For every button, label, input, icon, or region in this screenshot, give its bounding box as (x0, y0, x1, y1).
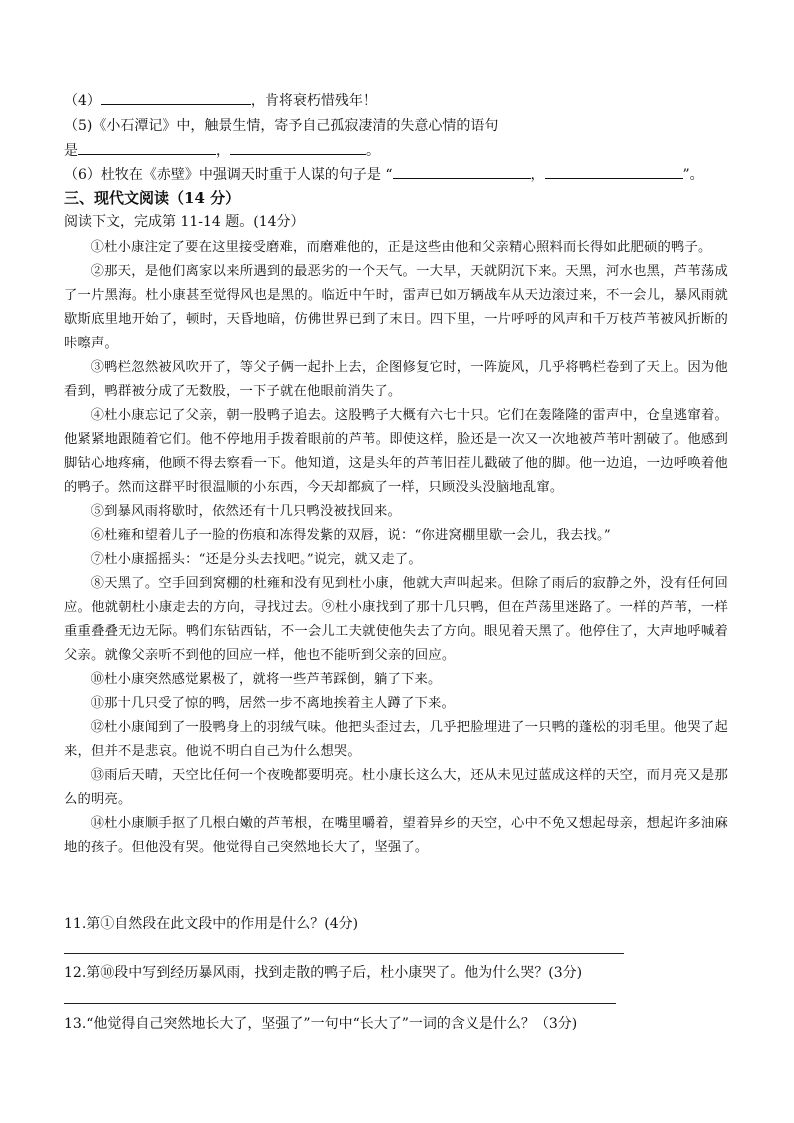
paragraph: ①杜小康注定了要在这里接受磨难，而磨难他的，正是这些由他和父亲精心照料而长得如此肥硕的鸭子。 (90, 240, 712, 255)
question-11: 11.第①自然段在此文段中的作用是什么？(4分) (64, 916, 359, 932)
paragraph: ⑩杜小康突然感觉累极了，就将一些芦苇踩倒，躺了下来。 (90, 672, 442, 687)
fill-in-item-5-line-1 (64, 116, 498, 136)
item-4-prefix: （4） (64, 93, 101, 109)
reading-passage (64, 236, 728, 860)
section-heading: 三、现代文阅读（14 分） (64, 189, 241, 207)
answer-blank[interactable] (230, 140, 366, 155)
answer-line[interactable] (64, 953, 624, 954)
paragraph: ③鸭栏忽然被风吹开了，等父子俩一起扑上去，企图修复它时，一阵旋风，几乎将鸭栏卷到了天上。因为他看到，鸭群被分成了无数股，一下子就在他眼前消失了。 (64, 360, 728, 399)
item-4-suffix: ，肯将衰朽惜残年！ (250, 93, 377, 109)
item-6-sep: ， (530, 167, 545, 183)
item-6-prefix: （6）杜牧在《赤壁》中强调天时重于人谋的句子是 “ (64, 167, 393, 183)
answer-blank[interactable] (101, 90, 251, 105)
paragraph: ⑤到暴风雨将歇时，依然还有十几只鸭没被找回来。 (90, 504, 402, 519)
paragraph: ②那天，是他们离家以来所遇到的最恶劣的一个天气。一大早，天就阴沉下来。天黑，河水也黑，芦苇荡成了一片黑海。杜小康甚至觉得风也是黑的。临近中午时，雷声已如万辆战车从天边滚过来，不一会儿，暴风雨就歇斯底里地开始了，顿时，天昏地暗，仿佛世界已到了末日。四下里，一片呼呼的风声和千万枝芦苇被风折断的咔嚓声。 (64, 264, 728, 351)
item-5-sep: ， (216, 143, 230, 159)
item-5-prefix: 是 (64, 143, 78, 159)
paragraph: ⑬雨后天晴，天空比任何一个夜晚都要明亮。杜小康长这么大，还从未见过蓝成这样的天空，而月亮又是那么的明亮。 (64, 768, 728, 807)
fill-in-item-4 (64, 90, 377, 111)
answer-blank[interactable] (78, 140, 216, 155)
paragraph: ⑪那十几只受了惊的鸭，居然一步不离地挨着主人蹲了下来。 (90, 696, 456, 711)
question-13: 13.“他觉得自己突然地长大了，坚强了”一句中“长大了”一词的含义是什么？（3分) (64, 1016, 578, 1032)
paragraph: ⑭杜小康顺手抠了几根白嫩的芦苇根，在嘴里嚼着，望着异乡的天空，心中不免又想起母亲，想起许多油麻地的孩子。但他没有哭。他觉得自己突然地长大了，坚强了。 (64, 816, 728, 855)
answer-blank[interactable] (545, 164, 683, 179)
paragraph: ⑧天黑了。空手回到窝棚的杜雍和没有见到杜小康，他就大声叫起来。但除了雨后的寂静之外，没有任何回应。他就朝杜小康走去的方向，寻找过去。⑨杜小康找到了那十几只鸭，但在芦荡里迷路了。一样的芦苇，一样重重叠叠无边无际。鸭们东钻西钻，不一会儿工夫就使他失去了方向。眼见着天黑了。他停住了，大声地呼喊着父亲。就像父亲听不到他的回应一样，他也不能听到父亲的回应。 (64, 576, 728, 663)
fill-in-item-5-line-2 (64, 140, 380, 161)
answer-line[interactable] (64, 1003, 616, 1004)
paragraph: ⑥杜雍和望着儿子一脸的伤痕和冻得发紫的双唇，说：“你进窝棚里歇一会儿，我去找。” (90, 528, 611, 543)
fill-in-item-6 (64, 164, 704, 185)
paragraph: ⑦杜小康摇摇头：“还是分头去找吧。”说完，就又走了。 (90, 552, 422, 567)
paragraph: ⑫杜小康闻到了一股鸭身上的羽绒气味。他把头歪过去，几乎把脸埋进了一只鸭的蓬松的羽毛里。他哭了起来，但并不是悲哀。他说不明白自己为什么想哭。 (64, 720, 728, 759)
item-5-end: 。 (366, 143, 380, 159)
answer-blank[interactable] (393, 164, 531, 179)
question-12: 12.第⑩段中写到经历暴风雨，找到走散的鸭子后，杜小康哭了。他为什么哭？(3分) (64, 965, 583, 981)
item-6-end: ”。 (682, 167, 704, 183)
paragraph: ④杜小康忘记了父亲，朝一股鸭子追去。这股鸭子大概有六七十只。它们在轰隆隆的雷声中，仓皇逃窜着。他紧紧地跟随着它们。他不停地用手拨着眼前的芦苇。即使这样，脸还是一次又一次地被芦苇叶割破了。他感到脚钻心地疼痛，他顾不得去察看一下。他知道，这是头年的芦苇旧茬儿戳破了他的脚。他一边追，一边呼唤着他的鸭子。然而这群平时很温顺的小东西，今天却都疯了一样，只顾没头没脑地乱窜。 (64, 408, 728, 495)
item-5-text: （5)《小石潭记》中，触景生情，寄予自己孤寂凄清的失意心情的语句 (64, 118, 499, 134)
section-instruction: 阅读下文，完成第 11-14 题。(14分） (64, 214, 305, 230)
